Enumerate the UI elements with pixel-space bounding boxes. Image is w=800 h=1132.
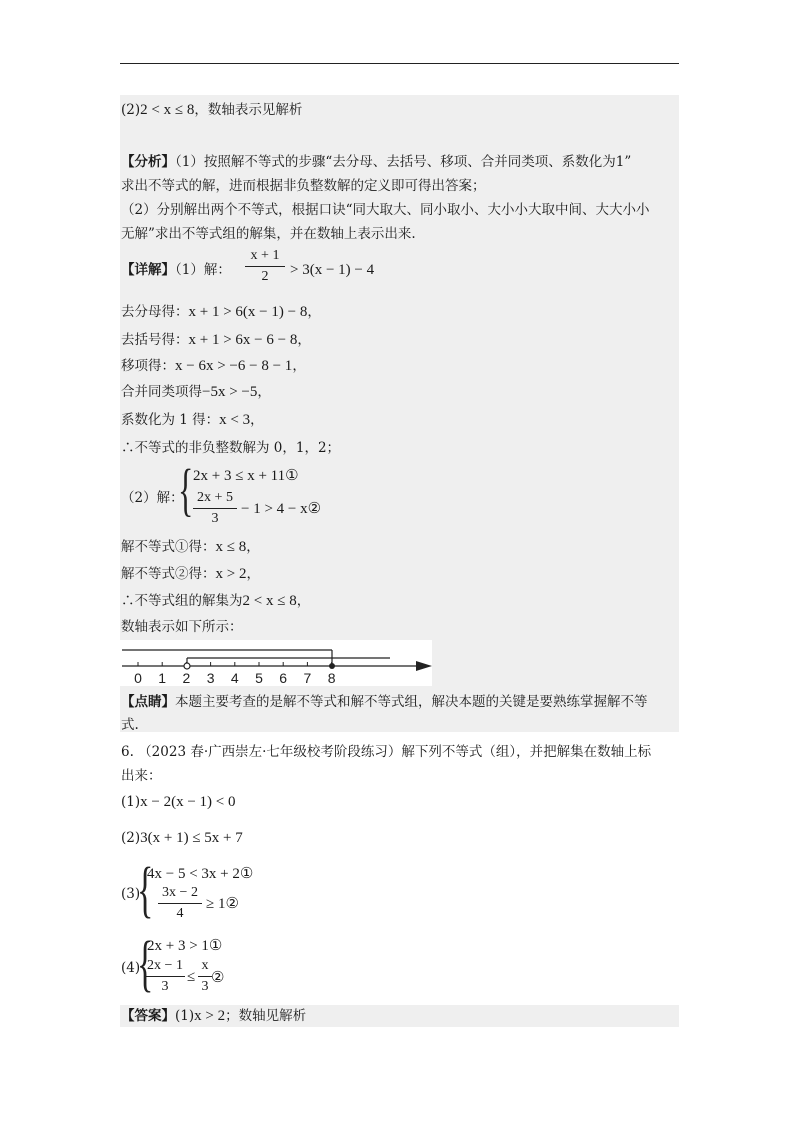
number-line-bg [120, 640, 432, 686]
analysis-line-1: 【分析】（1）按照解不等式的步骤“去分母、去括号、移项、合并同类项、系数化为1” [121, 154, 632, 170]
q6-part-4-eq-1: 2x + 3 > 1① [147, 938, 223, 954]
q6-part-4-brace: { [137, 930, 154, 998]
step-4: 合并同类项得−5x > −5， [121, 384, 271, 400]
step-2: 去括号得：x + 1 > 6x − 6 − 8， [121, 332, 311, 348]
part2-result: (2)2 < x ≤ 8，数轴表示见解析 [121, 102, 303, 118]
tick-label: 6 [279, 670, 288, 686]
solution-1: 解不等式①得：x ≤ 8， [121, 539, 260, 555]
tick-label: 0 [134, 670, 142, 686]
q6-part-4-fraction-1: 2x − 1 3 [145, 958, 185, 995]
q6-part-4-mid: ≤ [187, 969, 196, 985]
step-1: 去分母得：x + 1 > 6(x − 1) − 8， [121, 304, 321, 320]
part2-intro: （2）解： [121, 490, 184, 506]
tick-label: 5 [255, 670, 263, 686]
step-3: 移项得：x − 6x > −6 − 8 − 1， [121, 358, 306, 374]
detail-fraction: x + 1 2 [245, 248, 285, 285]
q6-part-4-rest: ② [211, 970, 225, 986]
q6-part-3-label: (3) [121, 886, 141, 902]
analysis-line-2: 求出不等式的解，进而根据非负整数解的定义即可得出答案； [121, 178, 486, 194]
number-line [120, 640, 440, 688]
comment-line-1: 【点睛】本题主要考查的是解不等式和解不等式组，解决本题的关键是要熟练掌握解不等 [121, 694, 648, 710]
tick-label: 3 [206, 670, 215, 686]
tick-label: 8 [327, 670, 336, 686]
answer-line: 【答案】(1)x > 2；数轴见解析 [121, 1008, 307, 1024]
q6-part-3-rest: ≥ 1② [206, 896, 239, 912]
tick-label: 7 [303, 670, 312, 686]
axis-caption: 数轴表示如下所示： [121, 619, 243, 635]
q6-part-4-label: (4) [121, 960, 141, 976]
closed-point [329, 663, 335, 669]
q6-part-4-fraction-2: x 3 [198, 958, 212, 995]
tick-label: 2 [182, 670, 191, 686]
header-rule [120, 63, 679, 64]
system-brace: { [178, 457, 194, 522]
solution-2: 解不等式②得：x > 2， [121, 566, 260, 582]
system-eq-2-fraction: 2x + 5 3 [193, 490, 237, 527]
solution-set: ∴不等式组的解集为2 < x ≤ 8， [121, 593, 311, 609]
system-eq-2-rest: − 1 > 4 − x② [241, 501, 322, 517]
q6-part-3-fraction: 3x − 2 4 [158, 885, 202, 922]
system-eq-1: 2x + 3 ≤ x + 11① [193, 468, 299, 484]
comment-line-2: 式. [121, 717, 139, 733]
open-point [184, 663, 190, 669]
q6-part-2: (2)3(x + 1) ≤ 5x + 7 [121, 830, 243, 846]
tick-label: 4 [230, 670, 239, 686]
q6-part-3-brace: { [137, 856, 154, 924]
q6-part-1: (1)x − 2(x − 1) < 0 [121, 794, 236, 810]
nonneg-solution: ∴不等式的非负整数解为 0，1，2； [121, 440, 341, 456]
analysis-line-4: 无解”求出不等式组的解集，并在数轴上表示出来. [121, 226, 416, 242]
detail-rhs: > 3(x − 1) − 4 [290, 262, 375, 278]
analysis-line-3: （2）分别解出两个不等式，根据口诀“同大取大、同小取小、大小小大取中间、大大小小 [121, 202, 650, 218]
detail-line: 【详解】（1）解： [121, 262, 231, 278]
tick-label: 1 [158, 670, 167, 686]
question6-line-2: 出来： [121, 768, 162, 784]
q6-part-3-eq-1: 4x − 5 < 3x + 2① [147, 866, 254, 882]
question6-line-1: 6. （2023 春·广西崇左·七年级校考阶段练习）解下列不等式（组），并把解集在数轴上标 [121, 744, 652, 760]
step-5: 系数化为 1 得：x < 3， [121, 412, 264, 428]
